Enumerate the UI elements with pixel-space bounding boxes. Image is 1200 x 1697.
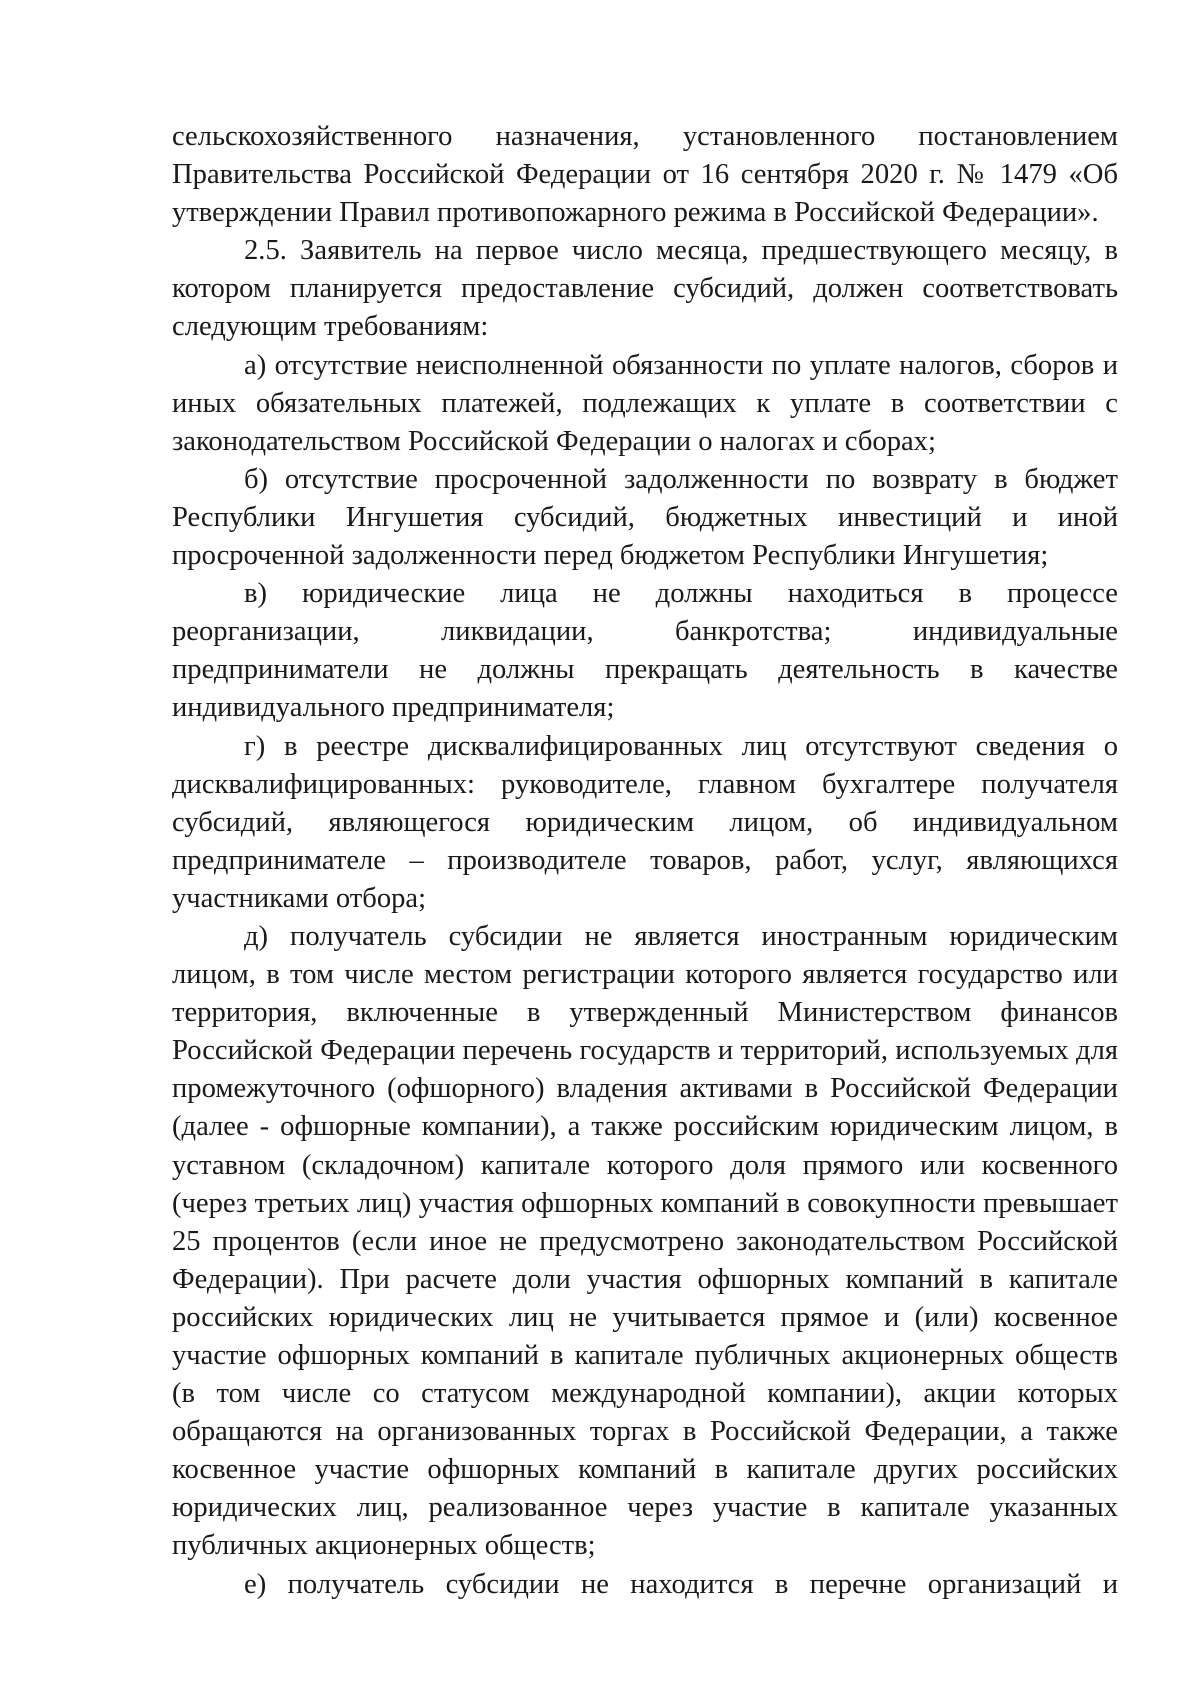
- paragraph-item-e: е) получатель субсидии не находится в перечне организаций и: [244, 1568, 1118, 1600]
- paragraph-2-5: 2.5. Заявитель на первое число месяца, предшествующего месяцу, в котором планируется предоставление субсидий, должен соответствовать следующим требованиям:: [172, 235, 1118, 343]
- paragraph-continuation: сельскохозяйственного назначения, установленного постановлением Правительства Российской Федерации от 16 сентября 2020 г. № 1479 «Об утверждении Правил противопожарного режима в Российской Федерации».: [172, 121, 1118, 229]
- paragraph-item-b: б) отсутствие просроченной задолженности по возврату в бюджет Республики Ингушетия субсидий, бюджетных инвестиций и иной просроченной задолженности перед бюджетом Республики Ингушетия;: [172, 463, 1118, 572]
- paragraph-item-a: а) отсутствие неисполненной обязанности по уплате налогов, сборов и иных обязательных платежей, подлежащих к уплате в соответствии с законодательством Российской Федерации о налогах и сборах;: [172, 349, 1118, 457]
- paragraph-item-d: д) получатель субсидии не является иностранным юридическим лицом, в том числе местом регистрации которого является государство или территория, включенные в утвержденный Министерством финансов Российской Федерации перечень государств и территорий, используемых для промежуточного (офшорного) владения активами в Российской Федерации (далее - офшорные компании), а также российским юридическим лицом, в уставном (складочном) капитале которого доля прямого или косвенного (через третьих лиц) участия офшорных компаний в совокупности превышает 25 процентов (если иное не предусмотрено законодательством Российской Федерации). При расчете доли участия офшорных компаний в капитале российских юридических лиц не учитывается прямое и (или) косвенное участие офшорных компаний в капитале публичных акционерных обществ (в том числе со статусом международной компании), акции которых обращаются на организованных торгах в Российской Федерации, а также косвенное участие офшорных компаний в капитале других российских юридических лиц, реализованное через участие в капитале указанных публичных акционерных обществ;: [172, 920, 1118, 1562]
- paragraph-item-v: в) юридические лица не должны находиться в процессе реорганизации, ликвидации, банкротства; индивидуальные предприниматели не должны прекращать деятельность в качестве индивидуального предпринимателя;: [172, 578, 1118, 724]
- document-body: [172, 118, 1118, 1604]
- paragraph-item-g: г) в реестре дисквалифицированных лиц отсутствуют сведения о дисквалифицированных: руководителе, главном бухгалтере получателя субсидий, являющегося юридическим лицом, об индивидуальном предпринимателе – производителе товаров, работ, услуг, являющихся участниками отбора;: [172, 730, 1118, 914]
